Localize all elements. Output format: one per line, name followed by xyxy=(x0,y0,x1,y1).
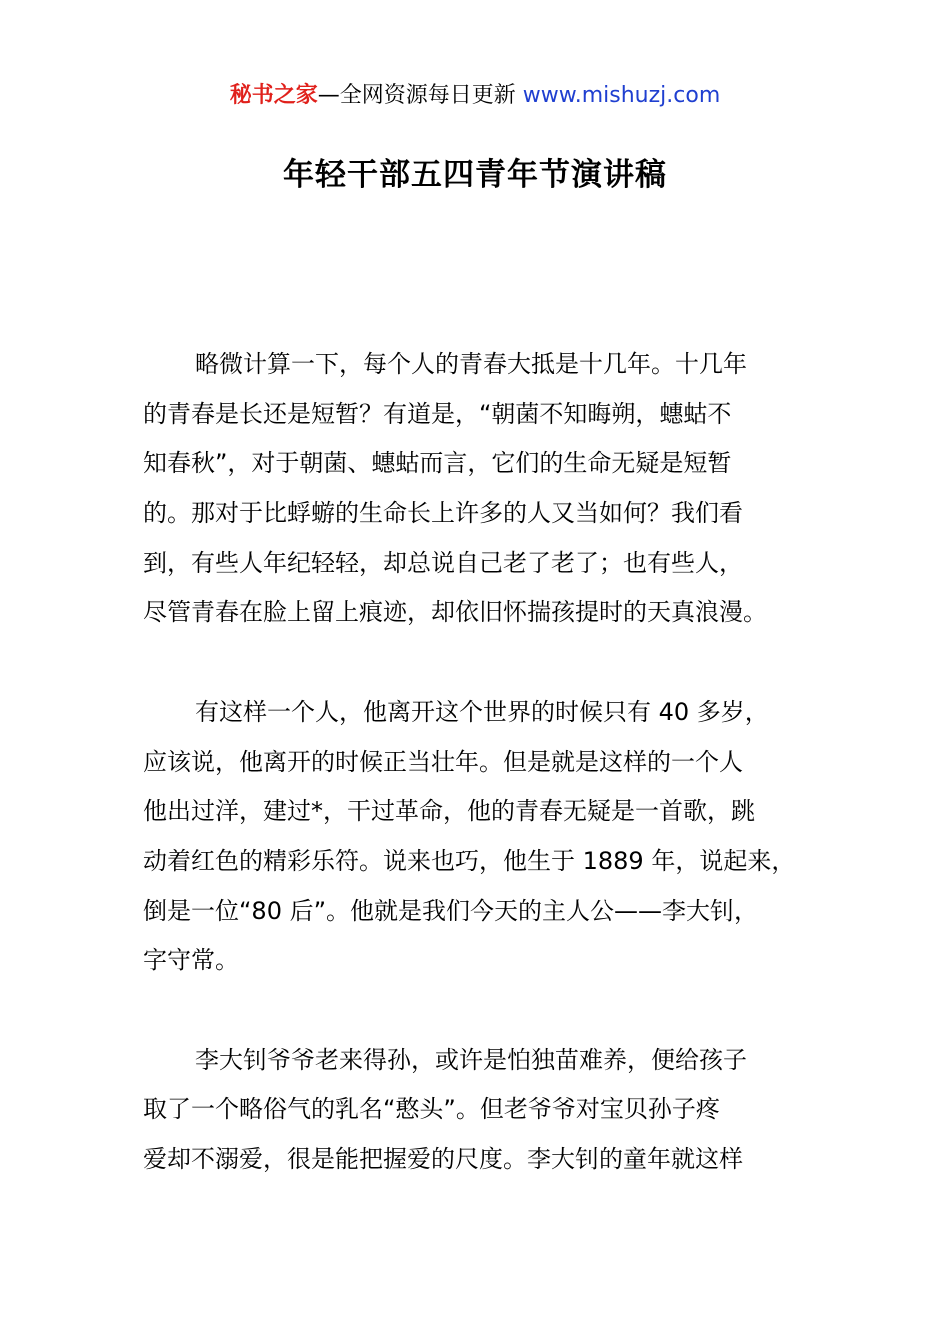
text-line: 他出过洋，建过*，干过革命，他的青春无疑是一首歌，跳 xyxy=(143,797,755,826)
text-line: 尽管青春在脸上留上痕迹，却依旧怀揣孩提时的天真浪漫。 xyxy=(143,598,767,627)
paragraph-3 xyxy=(143,1036,833,1185)
text-line: 爱却不溺爱，很是能把握爱的尺度。李大钊的童年就这样 xyxy=(143,1145,743,1173)
paragraph-1 xyxy=(143,340,833,638)
brand-name: 秘书之家 xyxy=(229,83,318,108)
text-line: 李大钊爷爷老来得孙，或许是怕独苗难养，便给孩子 xyxy=(195,1045,747,1074)
text-line: 有这样一个人，他离开这个世界的时候只有 40 多岁， xyxy=(195,697,769,726)
text-line: 的。那对于比蜉蝣的生命长上许多的人又当如何？我们看 xyxy=(143,499,743,528)
text-line: 略微计算一下，每个人的青春大抵是十几年。十几年 xyxy=(195,350,747,378)
text-line: 倒是一位“80 后”。他就是我们今天的主人公——李大钊， xyxy=(143,896,759,925)
paragraph-2 xyxy=(143,688,833,986)
text-line: 应该说，他离开的时候正当壮年。但是就是这样的一个人 xyxy=(143,747,743,776)
site-header xyxy=(0,82,950,110)
document-body xyxy=(143,340,833,1185)
text-line: 取了一个略俗气的乳名“憨头”。但老爷爷对宝贝孙子疼 xyxy=(143,1095,720,1124)
text-line: 字守常。 xyxy=(143,946,239,975)
text-line: 动着红色的精彩乐符。说来也巧，他生于 1889 年，说起来， xyxy=(143,846,796,875)
paragraph-spacer xyxy=(143,986,833,1036)
header-tagline: —全网资源每日更新 xyxy=(317,83,523,108)
site-url-link[interactable]: www.mishuzj.com xyxy=(522,83,721,108)
paragraph-spacer xyxy=(143,638,833,688)
document-title: 年轻干部五四青年节演讲稿 xyxy=(283,157,667,193)
text-line: 到，有些人年纪轻轻，却总说自己老了老了；也有些人， xyxy=(143,548,743,577)
text-line: 的青春是长还是短暂？有道是，“朝菌不知晦朔，蟪蛄不 xyxy=(143,399,732,428)
text-line: 知春秋”，对于朝菌、蟪蛄而言，它们的生命无疑是短暂 xyxy=(143,449,732,478)
